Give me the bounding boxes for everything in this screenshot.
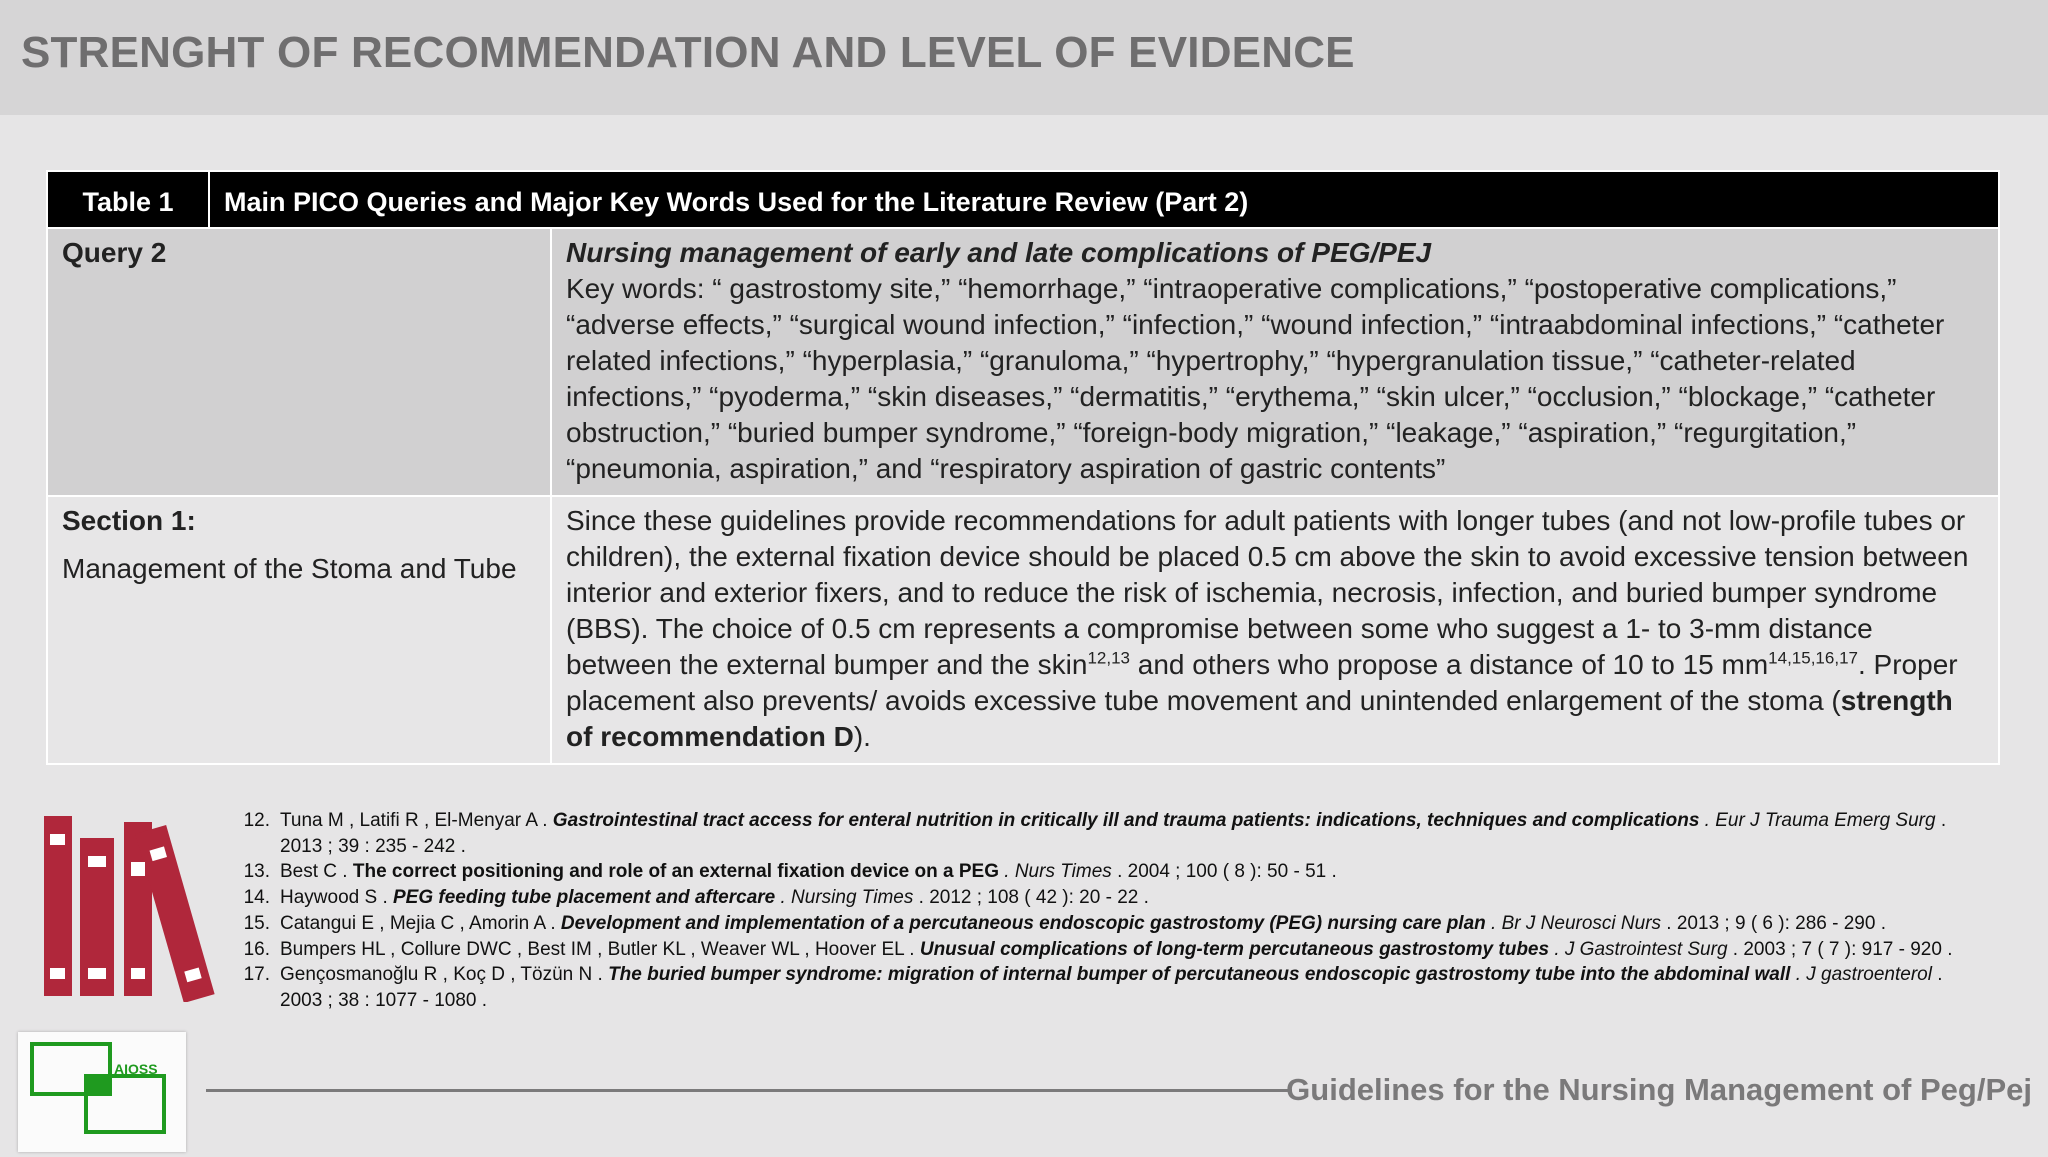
recommendation-strength: strength of recommendation D [566,685,1953,752]
table-label: Table 1 [48,172,209,227]
pico-table [46,170,2000,765]
footer-divider [206,1089,1292,1092]
section-label: Section 1: [62,505,196,536]
section-text: Since these guidelines provide recommendations for adult patients with longer tubes (and not low-profile tubes or children), the external fixation device should be placed 0.5 cm above the skin to avoid excessive tension between interior and exterior fixers, and to reduce the risk of ischemia, necrosis, infection, and buried bumper syndrome (BBS). The choice of 0.5 cm represents a compromise between some who suggest a 1- to 3-mm distance between the external bumper and the skin$^{12,13}$ and others who propose a distance of 10 to 15 mm$^{14,15,16,17}$. Proper placement also prevents/ avoids excessive tube movement and unintended enlargement of the stoma (strength of recommendation D). [551,496,1999,764]
reference-item: 15. Catangui E , Mejia C , Amorin A . Development and implementation of a percutaneous endoscopic gastrostomy (PEG) nursing care plan . Br J Neurosci Nurs . 2013 ; 9 ( 6 ): 286 - 290 . [243,912,1886,934]
references-list [228,808,1988,1014]
section-cell [47,496,551,764]
slide-title: STRENGHT OF RECOMMENDATION AND LEVEL OF EVIDENCE [21,28,1355,77]
reference-title: The buried bumper syndrome: migration of internal bumper of percutaneous endoscopic gastrostomy tube into the abdominal wall [608,964,1791,986]
reference-item: 17. Gençosmanoğlu R , Koç D , Tözün N . The buried bumper syndrome: migration of internal bumper of percutaneous endoscopic gastrostomy tube into the abdominal wall . J gastroenterol . 2003 ; 38 : 1077 - 1080 . [243,964,1943,1011]
table-row-section [47,496,1999,764]
citation-12-13: 12,13 [1087,648,1130,668]
citation-14-17: 14,15,16,17 [1768,648,1858,668]
table-header-row [47,171,1999,228]
footer-title: Guidelines for the Nursing Management of Peg/Pej [1286,1072,2032,1107]
aioss-logo [18,1032,186,1152]
section-subtitle: Management of the Stoma and Tube [62,553,517,584]
table-caption: Main PICO Queries and Major Key Words Used for the Literature Review (Part 2) [209,172,1998,227]
books-icon [44,812,244,1002]
reference-item: 12. Tuna M , Latifi R , El-Menyar A . Gastrointestinal tract access for enteral nutrition in critically ill and trauma patients: indications, techniques and complications . Eur J Trauma Emerg Surg . 2013 ; 39 : 235 - 242 . [243,810,1947,857]
logo-text: AIOSS [114,1061,158,1077]
query-content [551,228,1999,496]
table-row-query [47,228,1999,496]
query-keywords: Key words: “ gastrostomy site,” “hemorrhage,” “intraoperative complications,” “postoperative complications,” “adverse effects,” “surgical wound infection,” “infection,” “wound infection,” “intraabdominal infections,” “catheter related infections,” “hyperplasia,” “granuloma,” “hypertrophy,” “hypergranulation tissue,” “catheter-related infections,” “pyoderma,” “skin diseases,” “dermatitis,” “erythema,” “skin ulcer,” “occlusion,” “blockage,” “catheter obstruction,” “buried bumper syndrome,” “foreign-body migration,” “leakage,” “aspiration,” “regurgitation,” “pneumonia, aspiration,” and “respiratory aspiration of gastric contents” [566,273,1945,484]
reference-title: Development and implementation of a percutaneous endoscopic gastrostomy (PEG) nursing care plan [560,912,1486,934]
reference-item: 14. Haywood S . PEG feeding tube placement and aftercare . Nursing Times . 2012 ; 108 ( 42 ): 20 - 22 . [243,887,1149,909]
reference-item: 16. Bumpers HL , Collure DWC , Best IM , Butler KL , Weaver WL , Hoover EL . Unusual complications of long-term percutaneous gastrostomy tubes . J Gastrointest Surg . 2003 ; 7 ( 7 ): 917 - 920 . [243,938,1953,960]
reference-title: PEG feeding tube placement and aftercare [393,887,776,909]
query-label: Query 2 [47,228,551,496]
query-title: Nursing management of early and late complications of PEG/PEJ [566,237,1432,268]
reference-title: The correct positioning and role of an external fixation device on a PEG [352,861,999,883]
aioss-logo-mark [18,1032,186,1152]
reference-title: Gastrointestinal tract access for enteral nutrition in critically ill and trauma patients: indications, techniques and complications [552,810,1700,831]
title-bar [0,0,2048,115]
reference-item: 13. Best C . The correct positioning and role of an external fixation device on a PEG . Nurs Times . 2004 ; 100 ( 8 ): 50 - 51 . [243,861,1337,883]
reference-title: Unusual complications of long-term percutaneous gastrostomy tubes [919,938,1550,960]
